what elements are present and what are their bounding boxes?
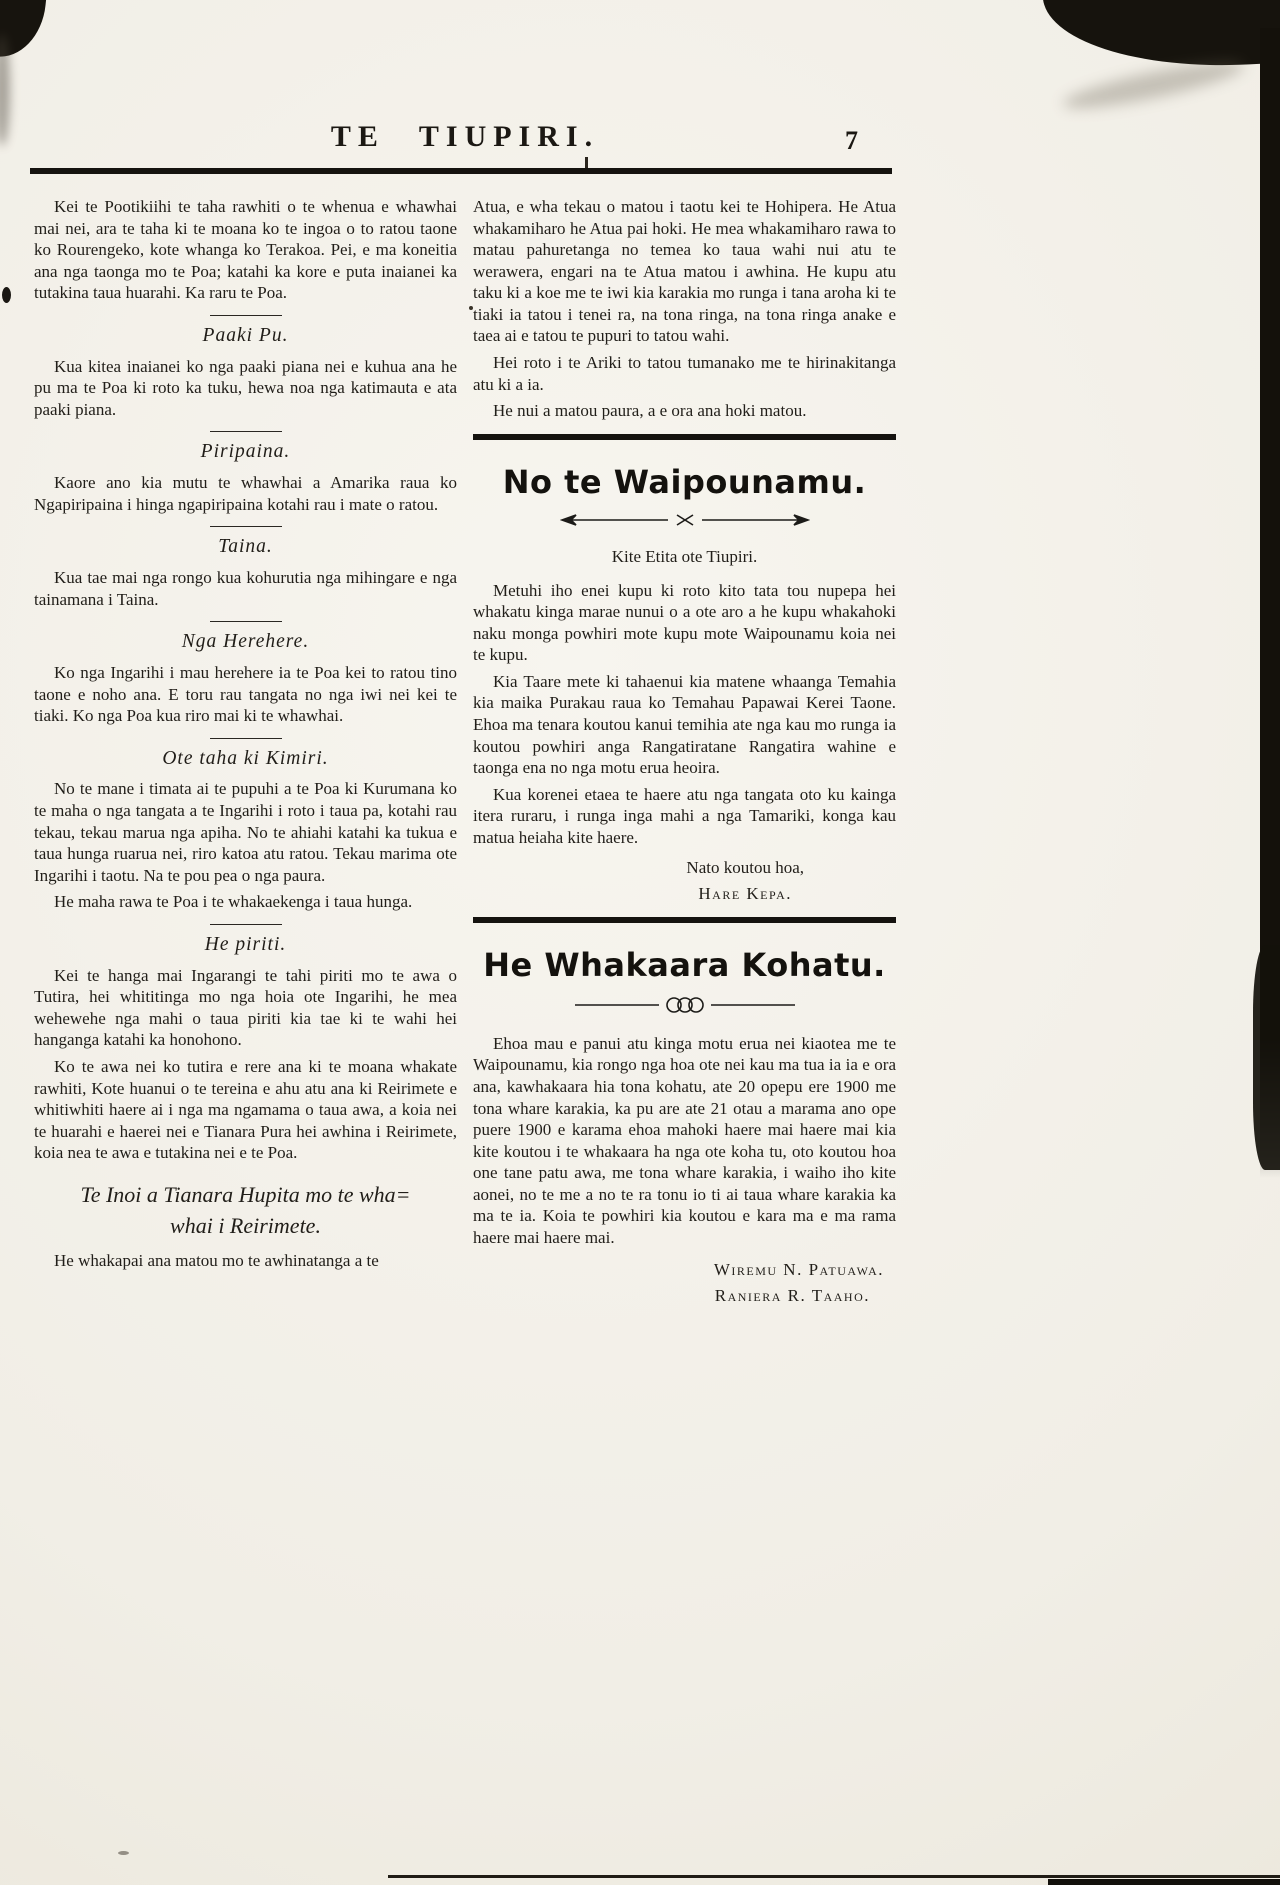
ornament-row [473,995,896,1021]
prayer-heading [34,1180,457,1242]
scan-mark-bottom-right [1048,1879,1280,1885]
section-divider-rule [210,738,282,739]
section-heading-paaki-pu: Paaki Pu. [202,324,289,346]
article-paragraph: Kia Taare mete ki tahaenui kia matene whaanga Temahia kia maika Purakau raua ko Temahau Papawai Kerei Taone. Ehoa ma tenara koutou kanui temihia ate nga kau mo runga ia koutou powhiri anga Rangatiratane Rangatira wahine e taonga ena no nga motu erua heoira. [473,671,896,778]
scan-blob-right-edge [1253,945,1280,1170]
masthead-title: TE TIUPIRI. [330,120,600,153]
section-heading-piripaina: Piripaina. [200,441,291,463]
section-heading-taina: Taina. [218,536,273,558]
left-column [34,196,457,1307]
scan-strip-right-edge [1260,28,1280,1178]
article-separator-rule [473,434,896,440]
prayer-heading-line: Te Inoi a Tianara Hupita mo te wha= [80,1181,411,1207]
ink-speck [2,287,11,303]
section-divider-rule [210,526,282,527]
section-heading-nga-herehere: Nga Herehere. [181,631,310,653]
section-divider-rule [210,621,282,622]
page-content [34,196,896,1307]
section-paragraph: Kei te hanga mai Ingarangi te tahi piriti mo te awa o Tutira, hei whititinga mo nga hoia ote Ingarihi, he mea wehewehe nga mahi o taua piriti kia tae ki te wahi hei hanganga katahi ka honohono. [34,965,457,1050]
signature-wiremu-patuawa: Wiremu N. Patuawa. [713,1259,884,1279]
section-divider-rule [210,431,282,432]
article-paragraph: Ehoa mau e panui atu kinga motu erua nei kiaotea me te Waipounamu, kia rongo nga hoa ote nei kau ma tua ia ia e ora ana, kawhakaara hia tona kohatu, ate 20 opepu ere 1900 me tona whare karakia, ka pu are ate 21 otau a marama ano ope puere 1900 e karama ehoa mahoki haere mai haere mai kia kite koutou i te whakaara ha nga ote koha tu, oto koutou hoa one tane patu awa, me tona whare karakia, i waiho iho kite aonei, no te me a no te ra tonu io ti ai taua whare karakia ka ma te ia. Koia te powhiri kia koutou e kara ma e ma rama haere mai haere mai. [473,1033,896,1248]
section-divider-rule [210,924,282,925]
arrow-cross-divider-icon [560,512,810,528]
prayer-heading-line: whai i Reirimete. [170,1212,321,1238]
article-title-kohatu: He Whakaara Kohatu. [483,945,886,984]
article-paragraph: Metuhi iho enei kupu ki roto kito tata tou nupepa hei whakatu kinga marae nunui o a ote aro a he kupu whakahoki naku monga powhiri mote kupu mote Waipounamu koia nei te kupu. [473,580,896,665]
article-title-waipounamu: No te Waipounamu. [502,462,867,501]
section-paragraph: Kua tae mai nga rongo kua kohurutia nga mihingare e nga tainamana i Taina. [34,568,457,609]
continuation-paragraph: Hei roto i te Ariki to tatou tumanako me te hirinakitanga atu ki a ia. [473,353,896,394]
section-paragraph: Kua kitea inaianei ko nga paaki piana nei e kuhua ana he pu ma te Poa ki roto ka tuku, hewa noa nga katimauta e ata paaki piana. [34,356,457,419]
page-number: 7 [845,126,858,155]
article-paragraph: Kua korenei etaea te haere atu nga tangata oto ku kainga itera ruraru, i runga inga mahi a nga Tamariki, konga kau matua heiaha kite haere. [473,784,896,847]
section-paragraph: No te mane i timata ai te pupuhi a te Poa ki Kurumana ko te maha o nga tangata a te Ingarihi i roto i taua pa, kotahi rau tekau, tekau marua nga apiha. No te ahiahi katahi ka tukua e taua hunga ruarua nei, riro katoa atu ratou. Tekau marima ote Ingarihi i taotu. Na te pou pea o nga paura. [34,779,457,885]
scan-stain-top-left [0,0,48,61]
section-paragraph: He maha rawa te Poa i te whakaekenga i taua hunga. [54,892,413,912]
ornament-row [473,512,896,534]
section-heading-he-piriti: He piriti. [204,933,287,955]
scan-line-bottom [388,1875,1280,1878]
section-heading-kimiri: Ote taha ki Kimiri. [162,747,329,769]
scan-streak-top-right [1060,53,1246,117]
section-paragraph: Ko te awa nei ko tutira e rere ana ki te moana whakate rawhiti, Kote huanui o te tereina e ahu atu ana ki Reirimete e whitiwhiti haere ai i nga ma ngamama o taua awa, a koia nei te huarahi e haerei nei e Tianara Pura hei awhina i Reirimete, koia nea te awa e tutakina nei e te Poa. [34,1056,457,1163]
section-paragraph: Kaore ano kia mutu te whawhai a Amarika raua ko Ngapiripaina i hinga ngapiripaina kotahi rau i mate o ratou. [34,473,457,514]
masthead-double-rule [30,168,892,174]
signature-hare-kepa: Hare Kepa. [698,884,792,904]
scan-stain-top-right [1041,0,1280,75]
continuation-paragraph: Atua, e wha tekau o matou i taotu kei te Hohipera. He Atua whakamiharo he Atua pai hoki. He mea whakamiharo rawa to matau pahuretanga no temea ko taua wahi nui atu te werawera, engari na te Atua matou i awhina. He kupu atu taku ki a koe me te iwi kia karakia mo runga i tana aroha ki te tiaki ia tatou i tenei ra, na tona ringa, na tona ringa anake e taea ai e tatou te pupuri to tatou wahi. [473,197,896,346]
right-column [473,196,896,1307]
knot-divider-icon [565,995,805,1015]
section-paragraph: Ko nga Ingarihi i mau herehere ia te Poa kei to ratou tino taone e noho ana. E toru rau tangata no nga iwi nei kei te tiaki. Ko nga Poa kua riro mai ki te whawhai. [34,662,457,726]
section-divider-rule [210,315,282,316]
ink-speck [118,1851,129,1855]
salutation: Kite Etita ote Tiupiri. [611,546,758,566]
signoff: Nato koutou hoa, [686,857,804,877]
prayer-opening-paragraph: He whakapai ana matou mo te awhinatanga a te [54,1251,379,1271]
intro-paragraph: Kei te Pootikiihi te taha rawhiti o te whenua e whawhai mai nei, ara te taha ki te moana ko te ingoa o to ratou taone ko Rourengeko, kote whanga ko Terakoa. Pei, e ma koneitia ana nga taonga mo te Poa; katahi ka kore e puta inaianei ka tutakina taua huarahi. Ka raru te Poa. [34,197,457,303]
article-separator-rule [473,917,896,923]
continuation-paragraph: He nui a matou paura, a e ora ana hoki matou. [493,401,807,421]
signature-raniera-taaho: Raniera R. Taaho. [714,1286,870,1306]
